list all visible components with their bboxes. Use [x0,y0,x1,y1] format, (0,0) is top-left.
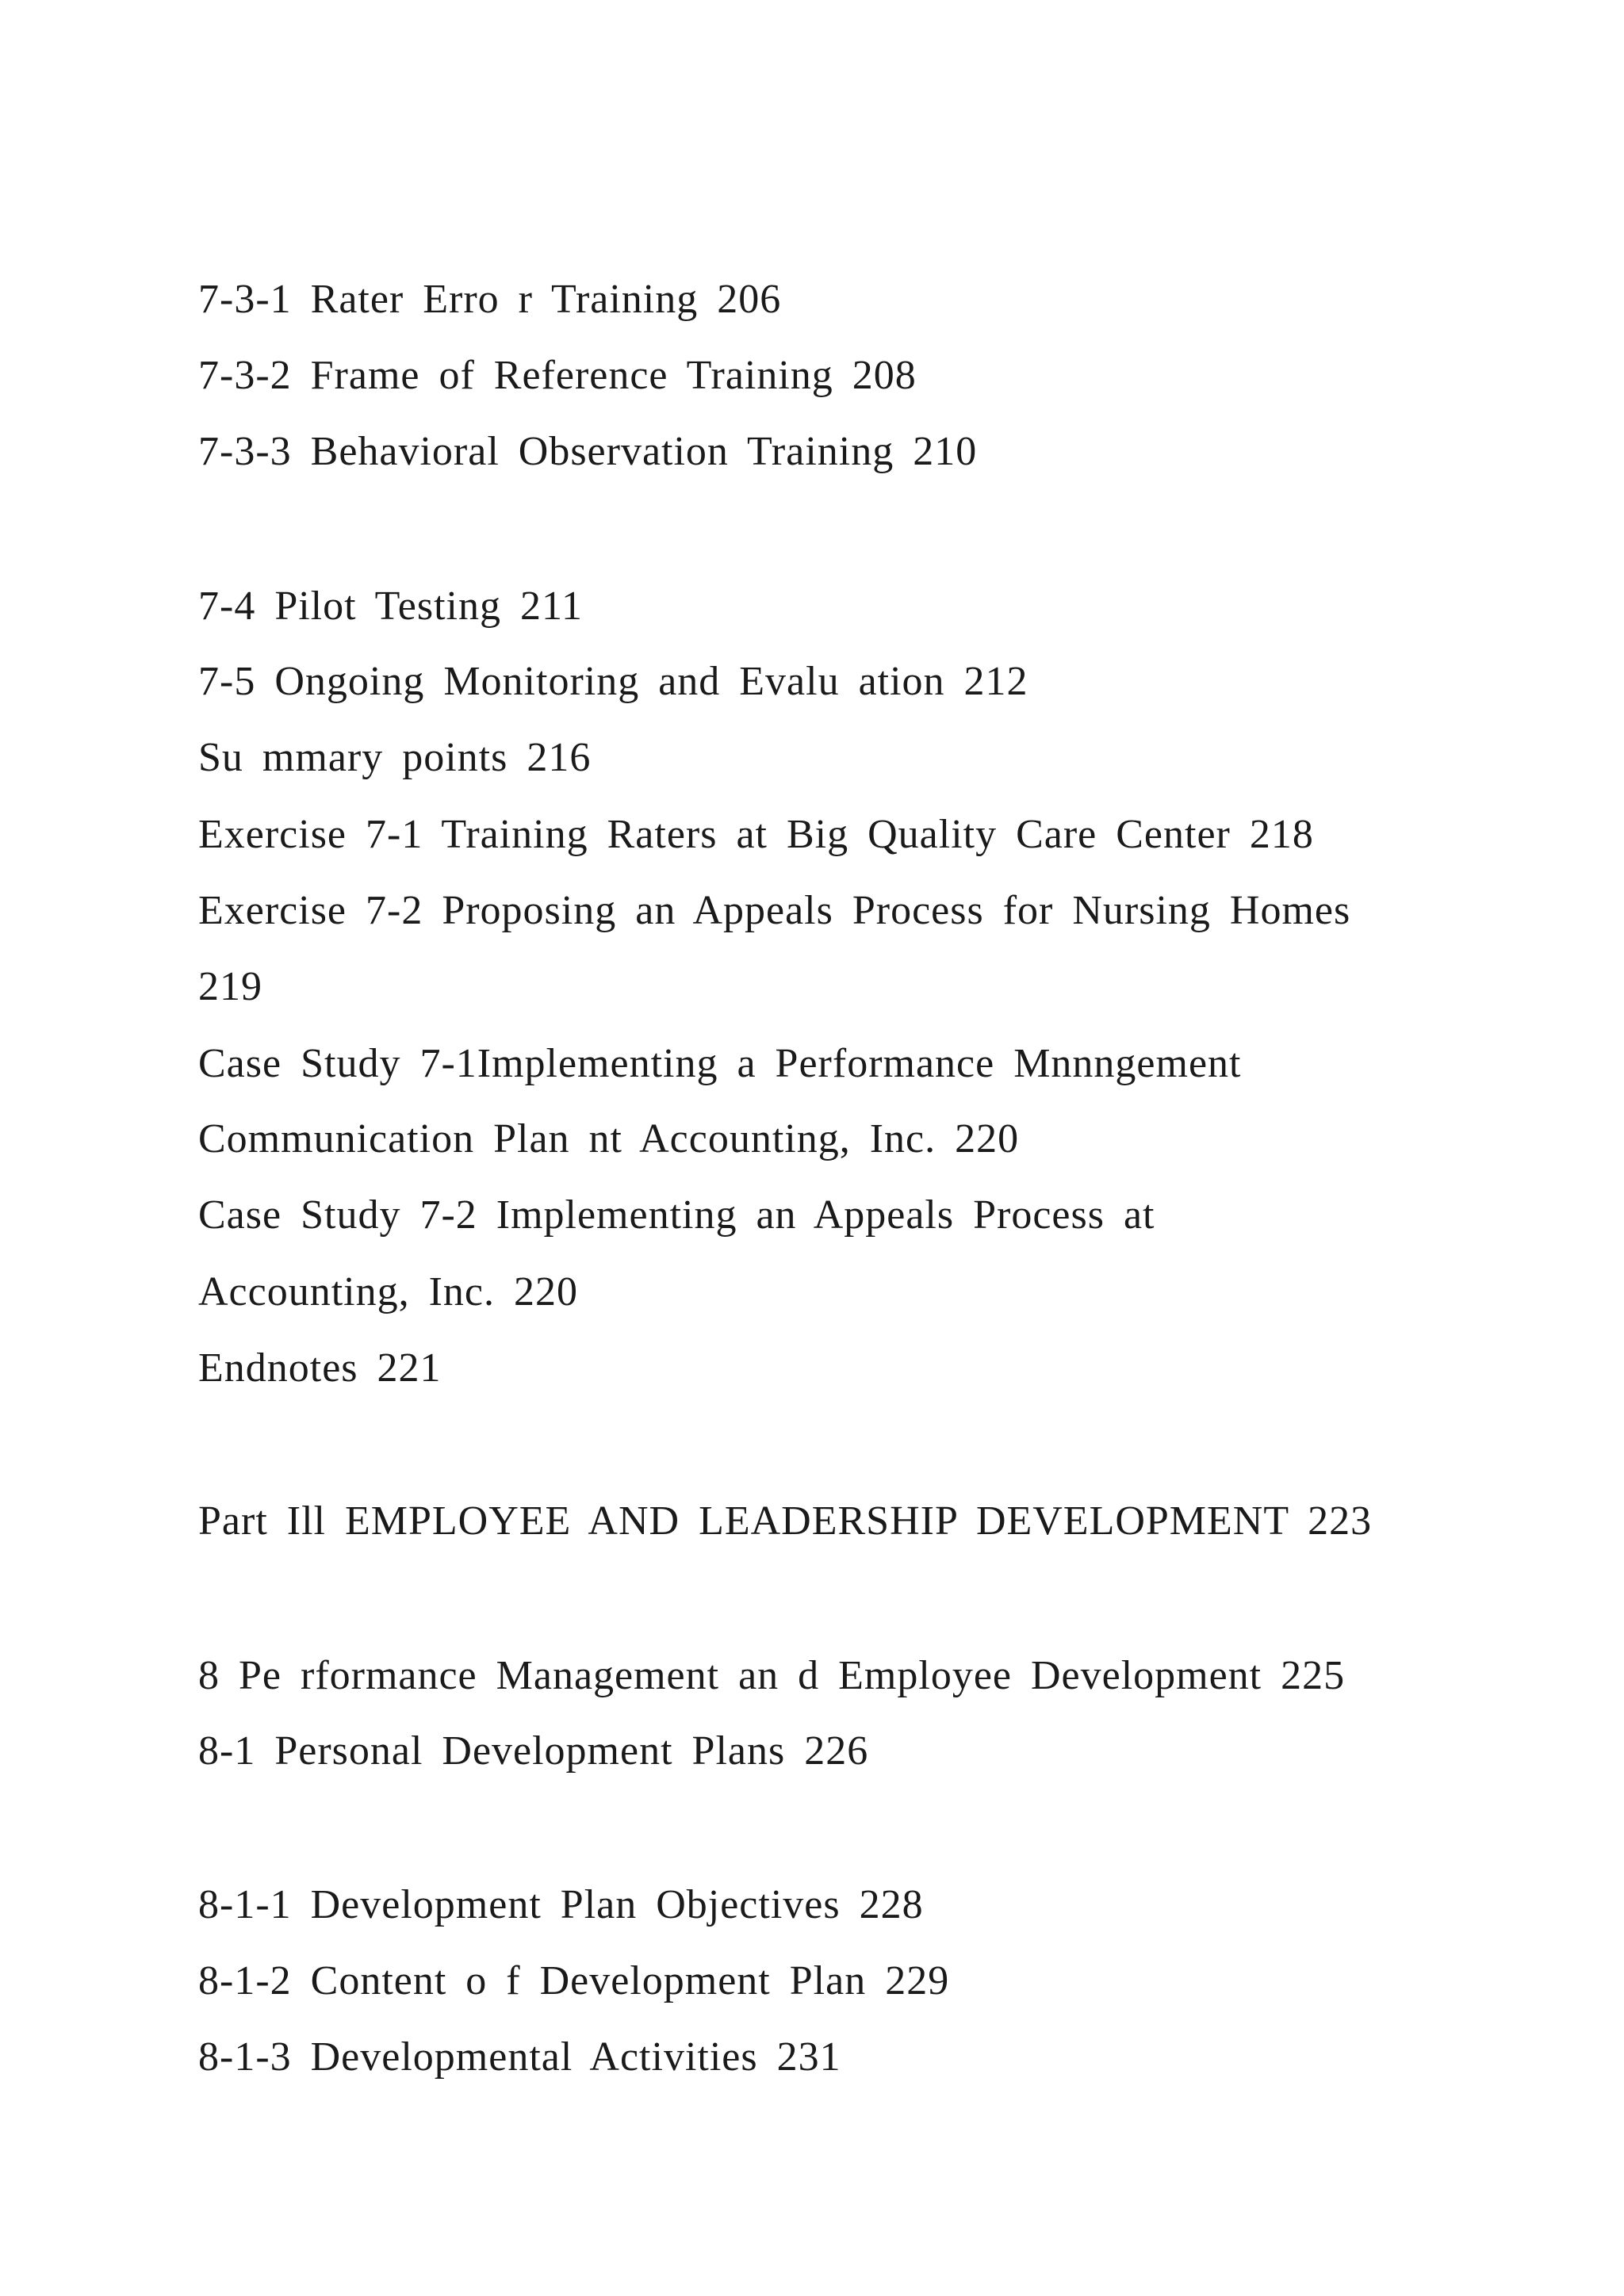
toc-entry-case-study-7-1-cont: Communication Plan nt Accounting, Inc. 220 [198,1116,1020,1161]
toc-part-heading: Part Ill EMPLOYEE AND LEADERSHIP DEVELOPMENT 223 [198,1498,1373,1544]
toc-entry-chapter-8: 8 Pe rformance Management an d Employee Development 225 [198,1653,1346,1698]
toc-entry-8-1-1: 8-1-1 Development Plan Objectives 228 [198,1882,924,1927]
toc-entry-7-5: 7-5 Ongoing Monitoring and Evalu ation 212 [198,659,1028,704]
toc-entry-exercise-7-1: Exercise 7-1 Training Raters at Big Quality Care Center 218 [198,812,1314,857]
toc-entry-8-1-2: 8-1-2 Content o f Development Plan 229 [198,1958,950,2003]
toc-entry-7-3-1: 7-3-1 Rater Erro r Training 206 [198,277,782,322]
toc-entry-summary-points: Su mmary points 216 [198,735,592,780]
toc-entry-exercise-7-2: Exercise 7-2 Proposing an Appeals Process for Nursing Homes [198,888,1351,933]
toc-entry-exercise-7-2-page: 219 [198,964,262,1009]
toc-entry-endnotes: Endnotes 221 [198,1345,442,1391]
toc-entry-case-study-7-1: Case Study 7-1Implementing a Performance Mnnngement [198,1041,1242,1086]
toc-entry-case-study-7-2-cont: Accounting, Inc. 220 [198,1269,579,1314]
toc-entry-8-1-3: 8-1-3 Developmental Activities 231 [198,2034,841,2080]
toc-entry-7-3-3: 7-3-3 Behavioral Observation Training 210 [198,429,978,474]
toc-entry-7-3-2: 7-3-2 Frame of Reference Training 208 [198,353,917,398]
toc-entry-7-4: 7-4 Pilot Testing 211 [198,584,584,629]
toc-entry-case-study-7-2: Case Study 7-2 Implementing an Appeals Process at [198,1192,1155,1238]
toc-entry-8-1: 8-1 Personal Development Plans 226 [198,1728,869,1774]
